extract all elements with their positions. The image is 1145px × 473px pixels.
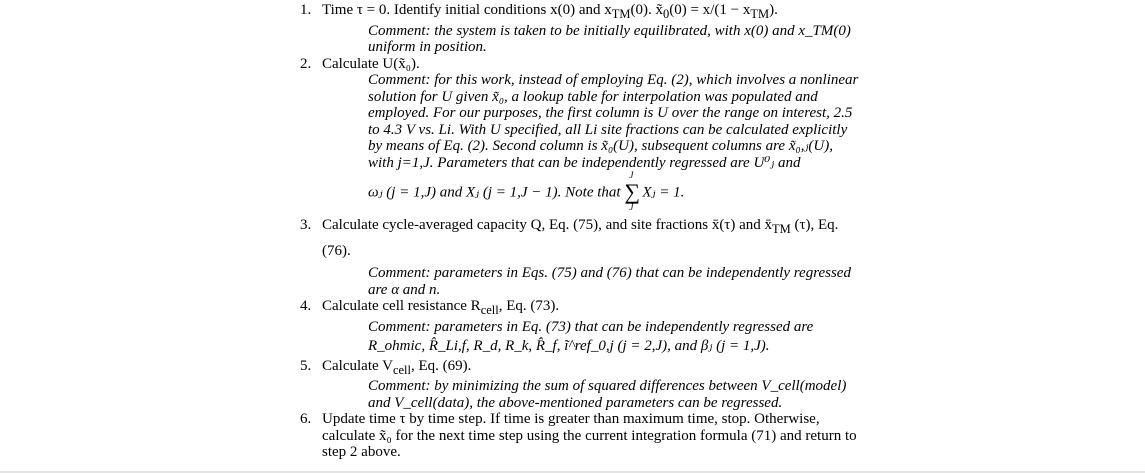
step-comment-line: by means of Eq. (2). Second column is x̃₀(U), subsequent columns are x̃₀,ⱼ(U),: [368, 138, 833, 154]
step-text: Calculate cell resistance $R_{cell}$, Eq. (73).: [322, 298, 560, 317]
step-text-line: Update time τ by time step. If time is greater than maximum time, stop. Otherwise,: [322, 411, 820, 427]
step-number: 2.: [300, 55, 312, 72]
step-comment-line: Comment: parameters in Eq. (73) that can be independently regressed are: [368, 318, 814, 335]
step-comment-line: Comment: parameters in Eqs. (75) and (76) that can be independently regressed: [368, 265, 851, 281]
step-number: 1.: [300, 2, 312, 18]
step-text-continuation: (76).: [322, 242, 351, 259]
step-text: Time τ = 0. Identify initial conditions x(0) and $x_{TM}(0)$. $x̃_0(0) = x/(1 - x_{TM})$.: [322, 2, 778, 21]
step-item: [300, 56, 860, 212]
procedure-steps-list: [300, 2, 860, 461]
step-text: Calculate U(x̃₀).: [322, 55, 420, 72]
step-comment-line: uniform in position.: [368, 39, 487, 55]
step-comment-line: Comment: for this work, instead of employing Eq. (2), which involves a nonlinear: [368, 72, 859, 88]
step-item: [300, 358, 860, 412]
step-comment-line: employed. For our purposes, the first column is U over the range on interest, 2.5: [368, 105, 853, 121]
step-item: [300, 411, 860, 461]
step-text-line: step 2 above.: [322, 444, 401, 460]
step-item: [300, 217, 860, 298]
step-comment-line: to 4.3 V vs. Li. With U specified, all Li site fractions can be calculated explicitly: [368, 121, 848, 138]
step-comment-line: and V_cell(data), the above-mentioned parameters can be regressed.: [368, 394, 783, 411]
step-comment-line: R_ohmic, R̂_Li,f, R_d, R_k, R̂_f, ĩ^ref_0,j (j = 2,J), and βⱼ (j = 1,J).: [368, 338, 770, 354]
step-number: 5.: [300, 357, 312, 374]
step-comment-line: with j=1,J. Parameters that can be independently regressed are U⁰ⱼ and: [368, 154, 801, 171]
step-text: Calculate $V_{cell}$, Eq. (69).: [322, 357, 472, 377]
step-item: [300, 2, 860, 56]
step-number: 4.: [300, 298, 312, 314]
step-number: 3.: [300, 217, 312, 233]
summation-equation: ωⱼ (j = 1,J) and Xⱼ (j = 1,J − 1). Note that J ∑ J Xⱼ = 1.: [368, 170, 685, 212]
step-comment-line: Comment: by minimizing the sum of squared differences between V_cell(model): [368, 378, 847, 394]
step-number: 6.: [300, 411, 312, 427]
step-item: [300, 298, 860, 355]
summation-symbol: J ∑ J: [624, 170, 641, 212]
step-text: Calculate cycle-averaged capacity Q, Eq. (75), and site fractions x̄(τ) and $x̄_{TM}$ (τ), Eq.: [322, 217, 839, 236]
step-comment-line: are α and n.: [368, 281, 441, 298]
step-comment-line: Comment: the system is taken to be initially equilibrated, with x(0) and x_TM(0): [368, 22, 851, 39]
step-text-line: calculate x̃₀ for the next time step using the current integration formula (71) and return to: [322, 427, 857, 444]
step-comment-line: solution for U given x̃₀, a lookup table for interpolation was populated and: [368, 88, 818, 105]
